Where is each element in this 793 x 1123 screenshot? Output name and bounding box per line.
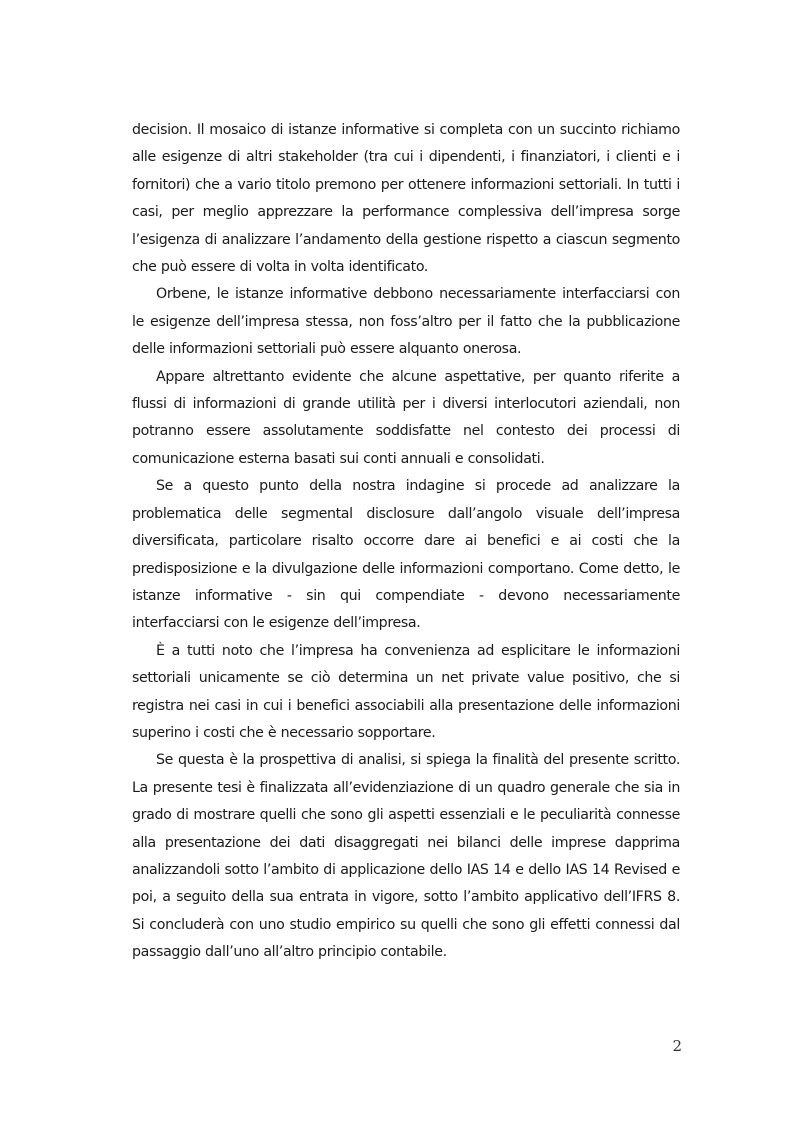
paragraph: Appare altrettanto evidente che alcune aspettative, per quanto riferite a flussi di informazioni di grande utilità per i diversi interlocutori aziendali, non potranno essere assolutamente soddisfatte nel contesto dei processi di comunicazione esterna basati sui conti annuali e consolidati. xyxy=(132,368,680,467)
body-text xyxy=(132,117,680,967)
paragraph: Orbene, le istanze informative debbono necessariamente interfacciarsi con le esigenze dell’impresa stessa, non foss’altro per il fatto che la pubblicazione delle informazioni settoriali può essere alquanto onerosa. xyxy=(132,286,680,358)
paragraph: Se questa è la prospettiva di analisi, si spiega la finalità del presente scritto. La presente tesi è finalizzata all’evidenziazione di un quadro generale che sia in grado di mostrare quelli che sono gli aspetti essenziali e le peculiarità connesse alla presentazione dei dati disaggregati nei bilanci delle imprese dapprima analizzandoli sotto l’ambito di applicazione dello IAS 14 e dello IAS 14 Revised e poi, a seguito della sua entrata in vigore, sotto l’ambito applicativo dell’IFRS 8. Si concluderà con uno studio empirico su quelli che sono gli effetti connessi dal passaggio dall’uno all’altro principio contabile. xyxy=(132,752,680,961)
paragraph: È a tutti noto che l’impresa ha convenienza ad esplicitare le informazioni settoriali unicamente se ciò determina un net private value positivo, che si registra nei casi in cui i benefici associabili alla presentazione delle informazioni superino i costi che è necessario sopportare. xyxy=(132,642,680,741)
paragraph: decision. Il mosaico di istanze informative si completa con un succinto richiamo alle esigenze di altri stakeholder (tra cui i dipendenti, i finanziatori, i clienti e i fornitori) che a vario titolo premono per ottenere informazioni settoriali. In tutti i casi, per meglio apprezzare la performance complessiva dell’impresa sorge l’esigenza di analizzare l’andamento della gestione rispetto a ciascun segmento che può essere di volta in volta identificato. xyxy=(132,122,680,276)
page-number: 2 xyxy=(672,1037,682,1055)
paragraph: Se a questo punto della nostra indagine si procede ad analizzare la problematica delle segmental disclosure dall’angolo visuale dell’impresa diversificata, particolare risalto occorre dare ai benefici e ai costi che la predisposizione e la divulgazione delle informazioni comportano. Come detto, le istanze informative - sin qui compendiate - devono necessariamente interfacciarsi con le esigenze dell’impresa. xyxy=(132,478,680,632)
